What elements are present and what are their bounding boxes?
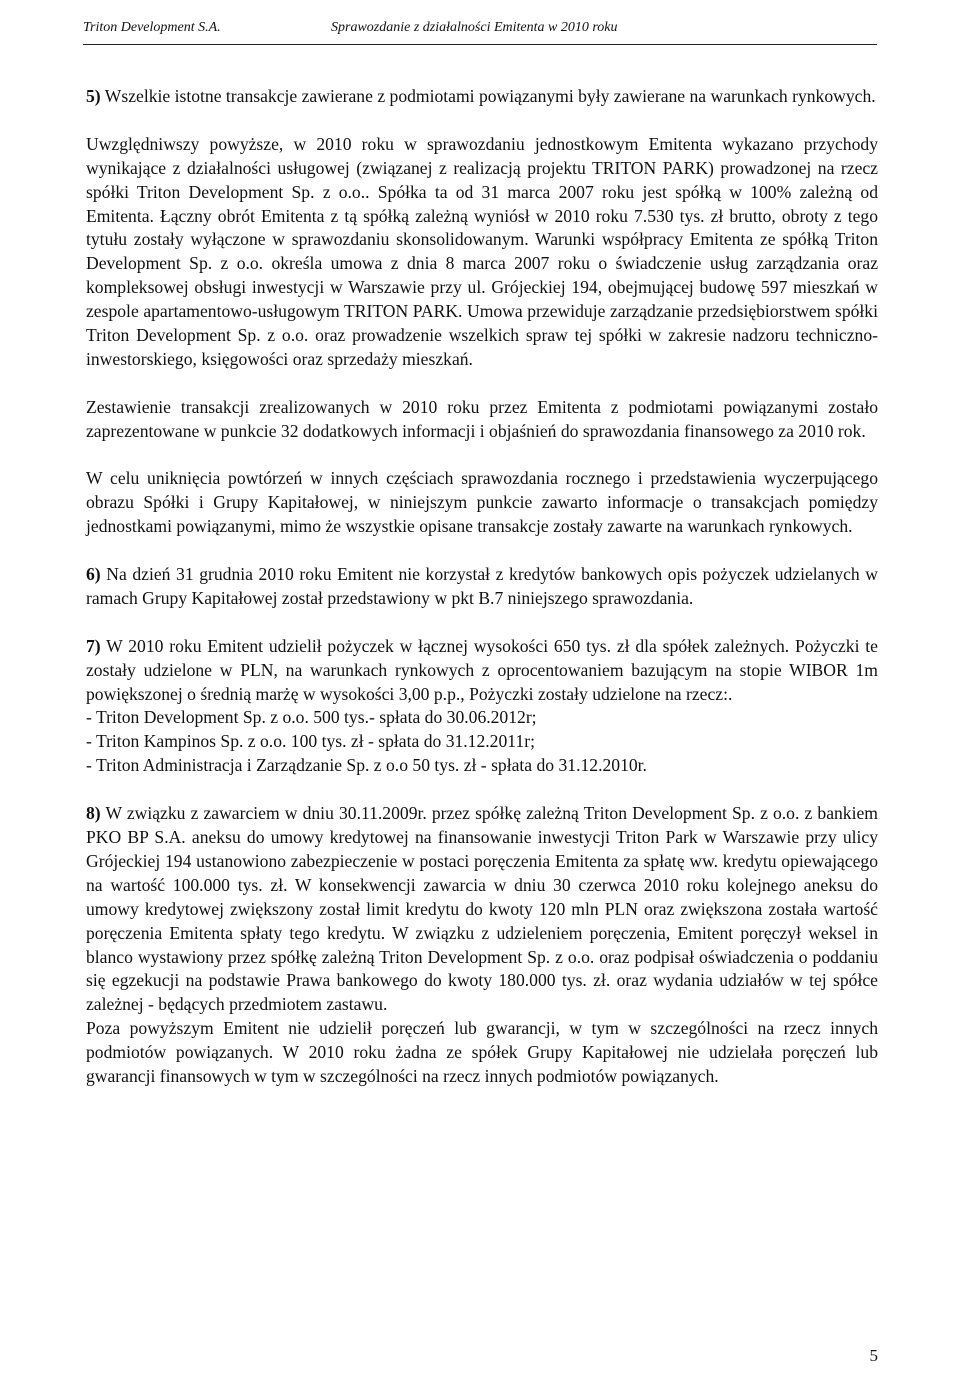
- item-number: 8): [86, 803, 101, 824]
- paragraph-avoid-repetition: W celu uniknięcia powtórzeń w innych częściach sprawozdania rocznego i przedstawienia wyczerpującego obrazu Spółki i Grupy Kapitałowej, w niniejszym punkcie zawarto informacje o transakcjach pomiędzy jednostkami powiązanymi, mimo że wszystkie opisane transakcje zostały zawarte na warunkach rynkowych.: [86, 468, 878, 537]
- header-report-title: Sprawozdanie z działalności Emitenta w 2010 roku: [331, 20, 618, 35]
- item-number: 6): [86, 564, 101, 585]
- page-number: 5: [869, 1346, 878, 1365]
- paragraph-final: Poza powyższym Emitent nie udzielił poręczeń lub gwarancji, w tym w szczególności na rzecz innych podmiotów powiązanych. W 2010 roku żadna ze spółek Grupy Kapitałowej nie udzielała poręczeń lub gwarancji finansowych w tym w szczególności na rzecz innych podmiotów powiązanych.: [86, 1018, 878, 1087]
- item-number: 7): [86, 635, 101, 656]
- paragraph-transactions-summary: Zestawienie transakcji zrealizowanych w 2010 roku przez Emitenta z podmiotami powiązanymi zostało zaprezentowane w punkcie 32 dodatkowych informacji i objaśnień do sprawozdania finansowego za 2010 rok.: [86, 396, 878, 441]
- paragraph-related-revenue: Uwzględniwszy powyższe, w 2010 roku w sprawozdaniu jednostkowym Emitenta wykazano przychody wynikające z działalności usługowej (związanej z realizacją projektu TRITON PARK) prowadzonej na rzecz spółki Triton Development Sp. z o.o.. Spółka ta od 31 marca 2007 roku jest spółką w 100% zależną od Emitenta. Łączny obrót Emitenta z tą spółką zależną wyniósł w 2010 roku 7.530 tys. zł brutto, obroty z tego tytułu zostały wyłączone w sprawozdaniu skonsolidowanym. Warunki współpracy Emitenta ze spółką Triton Development Sp. z o.o. określa umowa z dnia 8 marca 2007 roku o świadczenie usług zarządzania oraz kompleksowej obsługi inwestycji w Warszawie przy ul. Grójeckiej 194, obejmującej budowę 597 mieszkań w zespole apartamentowo-usługowym TRITON PARK. Umowa przewiduje zarządzanie przedsiębiorstwem spółki Triton Development Sp. z o.o. oraz prowadzenie wszelkich spraw tej spółki w zakresie nadzoru techniczno-inwestorskiego, księgowości oraz sprzedaży mieszkań.: [86, 133, 878, 369]
- document-body: [86, 85, 878, 1089]
- paragraph-5: [86, 85, 878, 109]
- paragraph-8: [86, 802, 878, 1017]
- page-header: [83, 20, 877, 45]
- loan-list-item: - Triton Kampinos Sp. z o.o. 100 tys. zł - spłata do 31.12.2011r;: [86, 731, 535, 752]
- paragraph-text: W związku z zawarciem w dniu 30.11.2009r. przez spółkę zależną Triton Development Sp. z o.o. z bankiem PKO BP S.A. aneksu do umowy kredytowej na finansowanie inwestycji Triton Park w Warszawie przy ulicy Grójeckiej 194 ustanowiono zabezpieczenie w postaci poręczenia Emitenta za spłatę ww. kredytu opiewającego na wartość 100.000 tys. zł. W konsekwencji zawarcia w dniu 30 czerwca 2010 roku kolejnego aneksu do umowy kredytowej zwiększony został limit kredytu do kwoty 120 mln PLN oraz zwiększona została wartość poręczenia Emitenta spłaty tego kredytu. W związku z udzieleniem poręczenia, Emitent poręczył weksel in blanco wystawiony przez spółkę zależną Triton Development Sp. z o.o. oraz podpisał oświadczenia o poddaniu się egzekucji na podstawie Prawa bankowego do kwoty 180.000 tys. zł. oraz wydania udziałów w tej spółce zależnej - będących przedmiotem zastawu.: [86, 803, 878, 1015]
- paragraph-7: [86, 635, 878, 707]
- loan-list-item: - Triton Administracja i Zarządzanie Sp. z o.o 50 tys. zł - spłata do 31.12.2010r.: [86, 755, 647, 776]
- paragraph-6: [86, 563, 878, 611]
- header-company: Triton Development S.A.: [83, 20, 221, 35]
- paragraph-text: Na dzień 31 grudnia 2010 roku Emitent nie korzystał z kredytów bankowych opis pożyczek udzielanych w ramach Grupy Kapitałowej został przedstawiony w pkt B.7 niniejszego sprawozdania.: [86, 564, 878, 608]
- paragraph-text: W 2010 roku Emitent udzielił pożyczek w łącznej wysokości 650 tys. zł dla spółek zależnych. Pożyczki te zostały udzielone w PLN, na warunkach rynkowych z oprocentowaniem bazującym na stopie WIBOR 1m powiększonej o średnią marżę w wysokości 3,00 p.p., Pożyczki zostały udzielone na rzecz:.: [86, 635, 878, 704]
- item-number: 5): [86, 86, 101, 106]
- loan-list-item: - Triton Development Sp. z o.o. 500 tys.- spłata do 30.06.2012r;: [86, 707, 537, 728]
- paragraph-text: Wszelkie istotne transakcje zawierane z podmiotami powiązanymi były zawierane na warunkach rynkowych.: [104, 86, 876, 106]
